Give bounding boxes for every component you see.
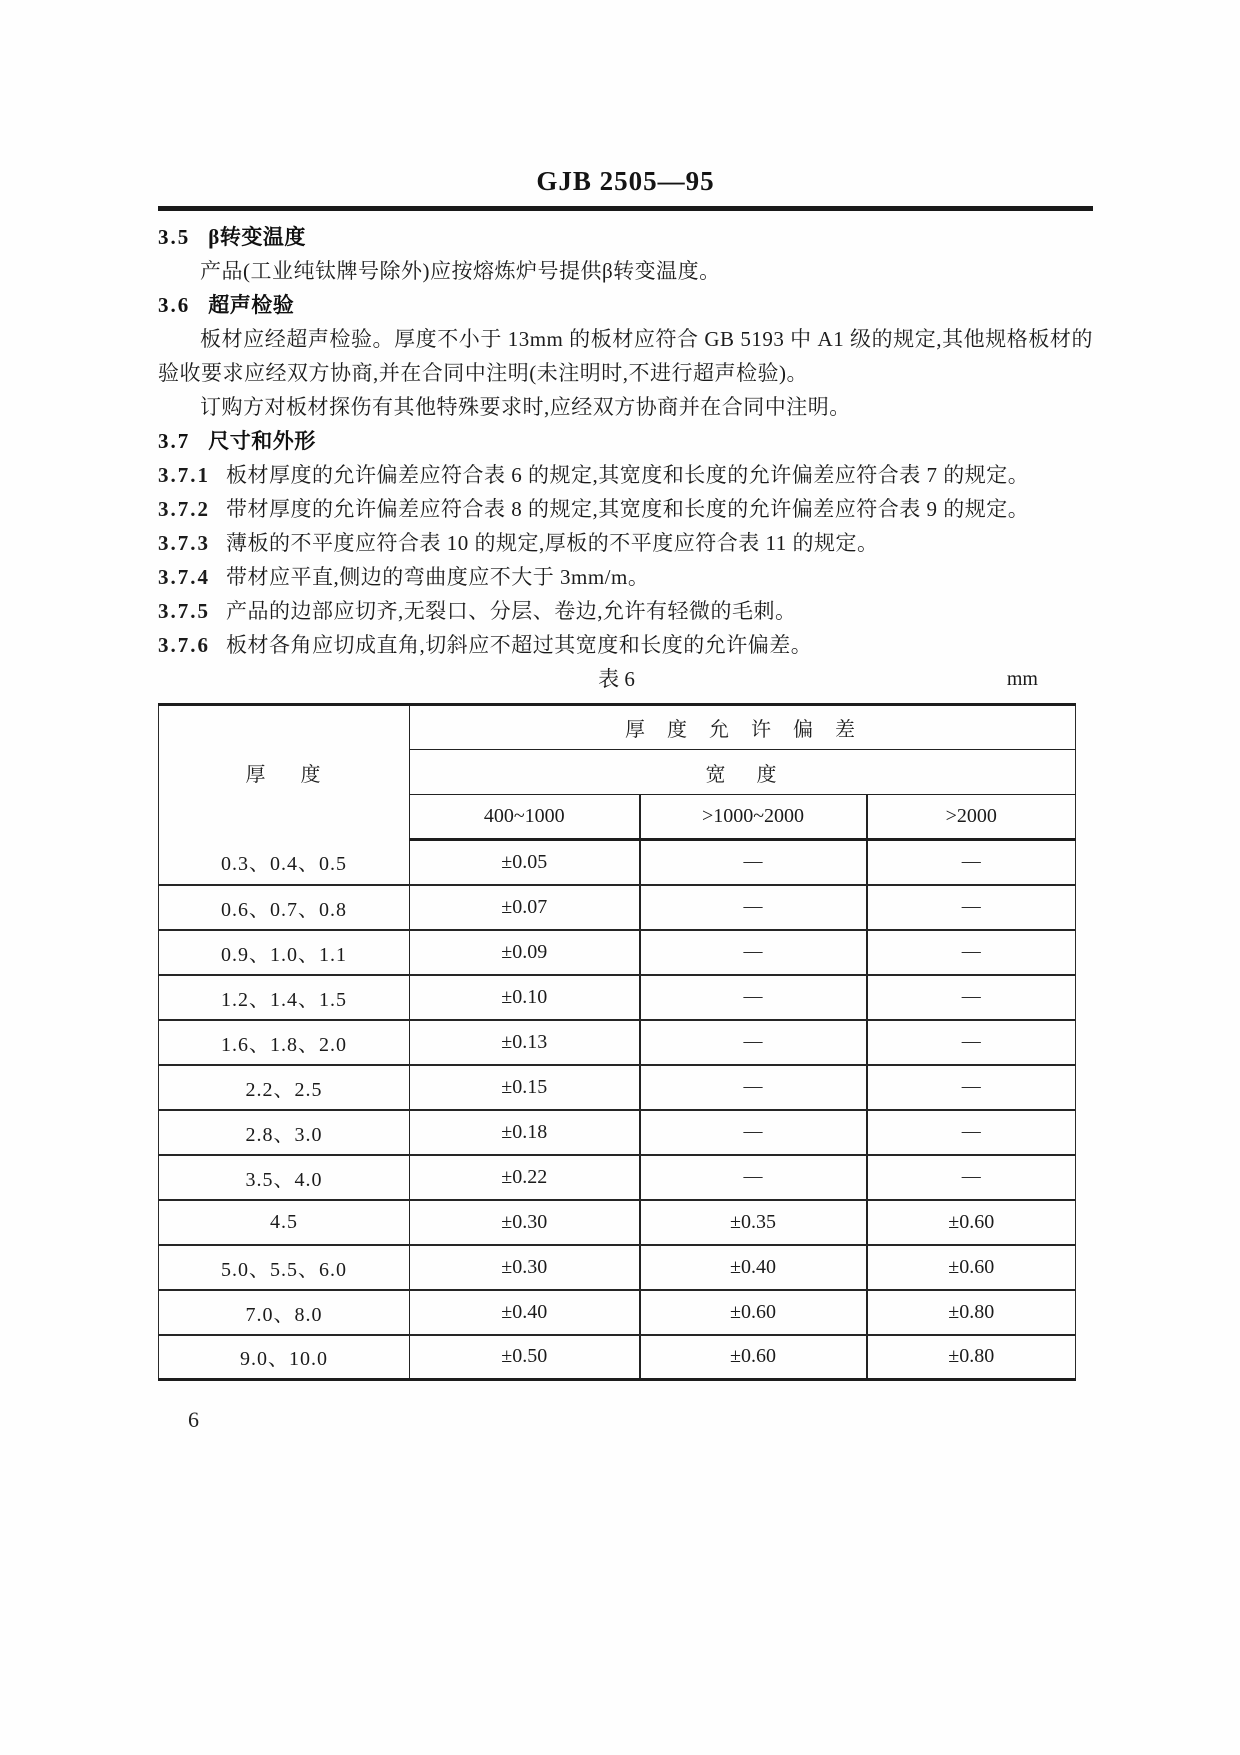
clause-3-7-4	[158, 560, 1093, 594]
clause-number: 3.7.4	[158, 565, 210, 589]
tolerance-cell: —	[640, 885, 867, 930]
clause-3-7-2	[158, 492, 1093, 526]
tolerance-cell: ±0.07	[410, 885, 640, 930]
tolerance-cell: ±0.22	[410, 1155, 640, 1200]
table-row	[159, 1335, 1076, 1380]
section-3-6-paragraph-1: 板材应经超声检验。厚度不小于 13mm 的板材应符合 GB 5193 中 A1 级的规定,其他规格板材的验收要求应经双方协商,并在合同中注明(未注明时,不进行超声检验)。	[158, 327, 1093, 385]
tolerance-cell: ±0.15	[410, 1065, 640, 1110]
tolerance-cell: —	[640, 840, 867, 885]
tolerance-cell: —	[867, 885, 1076, 930]
section-number: 3.6	[158, 293, 191, 317]
page-number: 6	[188, 1407, 199, 1432]
body-text-block	[158, 220, 1093, 662]
section-3-6-heading	[158, 288, 1093, 322]
tolerance-cell: ±0.30	[410, 1245, 640, 1290]
thickness-cell: 0.6、0.7、0.8	[159, 885, 410, 930]
tolerance-cell: ±0.05	[410, 840, 640, 885]
table-row	[159, 1110, 1076, 1155]
table-caption: 表 6	[598, 667, 635, 691]
section-title: 尺寸和外形	[208, 429, 316, 453]
clause-number: 3.7.6	[158, 633, 210, 657]
tolerance-cell: —	[867, 1155, 1076, 1200]
page-content	[158, 0, 1093, 1433]
thickness-cell: 0.9、1.0、1.1	[159, 930, 410, 975]
section-number: 3.7	[158, 429, 191, 453]
clause-3-7-6	[158, 628, 1093, 662]
tolerance-cell: —	[640, 930, 867, 975]
section-title: β转变温度	[208, 225, 306, 249]
tolerance-cell: ±0.80	[867, 1335, 1076, 1380]
tolerance-cell: —	[867, 840, 1076, 885]
width-range-header: 400~1000	[410, 795, 640, 840]
table-row	[159, 975, 1076, 1020]
tolerance-cell: ±0.18	[410, 1110, 640, 1155]
tolerance-cell: ±0.10	[410, 975, 640, 1020]
clause-number: 3.7.5	[158, 599, 210, 623]
clause-text: 带材厚度的允许偏差应符合表 8 的规定,其宽度和长度的允许偏差应符合表 9 的规定。	[226, 497, 1030, 521]
standard-number-title: GJB 2505—95	[536, 166, 715, 196]
tolerance-cell: —	[640, 975, 867, 1020]
section-3-5-heading	[158, 220, 1093, 254]
tolerance-cell: ±0.60	[867, 1245, 1076, 1290]
tolerance-cell: —	[640, 1155, 867, 1200]
tolerance-cell: —	[867, 1020, 1076, 1065]
tolerance-cell: ±0.80	[867, 1290, 1076, 1335]
thickness-cell: 1.2、1.4、1.5	[159, 975, 410, 1020]
clause-text: 带材应平直,侧边的弯曲度应不大于 3mm/m。	[226, 565, 650, 589]
thickness-cell: 9.0、10.0	[159, 1335, 410, 1380]
tolerance-cell: ±0.60	[867, 1200, 1076, 1245]
clause-number: 3.7.2	[158, 497, 210, 521]
section-3-7-heading	[158, 424, 1093, 458]
thickness-cell: 0.3、0.4、0.5	[159, 840, 410, 885]
thickness-cell: 4.5	[159, 1200, 410, 1245]
tolerance-cell: ±0.13	[410, 1020, 640, 1065]
clause-text: 板材各角应切成直角,切斜应不超过其宽度和长度的允许偏差。	[226, 633, 813, 657]
table-row	[159, 930, 1076, 975]
tolerance-cell: ±0.40	[640, 1245, 867, 1290]
section-3-6-paragraph-2: 订购方对板材探伤有其他特殊要求时,应经双方协商并在合同中注明。	[200, 395, 851, 419]
thickness-cell: 7.0、8.0	[159, 1290, 410, 1335]
section-number: 3.5	[158, 225, 191, 249]
tolerance-span-header: 厚 度 允 许 偏 差	[410, 705, 1076, 750]
width-range-header: >1000~2000	[640, 795, 867, 840]
thickness-column-header: 厚 度	[159, 705, 410, 840]
width-range-header: >2000	[867, 795, 1076, 840]
section-title: 超声检验	[208, 293, 295, 317]
tolerance-cell: —	[640, 1020, 867, 1065]
header-rule	[158, 206, 1093, 211]
clause-text: 产品的边部应切齐,无裂口、分层、卷边,允许有轻微的毛刺。	[226, 599, 797, 623]
tolerance-cell: ±0.60	[640, 1290, 867, 1335]
thickness-cell: 3.5、4.0	[159, 1155, 410, 1200]
table-row	[159, 1245, 1076, 1290]
tolerance-cell: —	[867, 1110, 1076, 1155]
table-row	[159, 1200, 1076, 1245]
tolerance-cell: ±0.60	[640, 1335, 867, 1380]
tolerance-cell: ±0.50	[501, 1345, 548, 1368]
table-row	[159, 1065, 1076, 1110]
table-6	[158, 703, 1076, 1381]
clause-number: 3.7.3	[158, 531, 210, 555]
thickness-cell: 2.2、2.5	[159, 1065, 410, 1110]
thickness-cell: 5.0、5.5、6.0	[159, 1245, 410, 1290]
clause-number: 3.7.1	[158, 463, 210, 487]
tolerance-cell: —	[867, 930, 1076, 975]
table-row	[159, 1290, 1076, 1335]
table-row	[159, 1020, 1076, 1065]
tolerance-cell: ±0.09	[410, 930, 640, 975]
clause-3-7-3	[158, 526, 1093, 560]
table-row	[159, 885, 1076, 930]
table-row	[159, 1155, 1076, 1200]
clause-3-7-5	[158, 594, 1093, 628]
thickness-cell: 2.8、3.0	[159, 1110, 410, 1155]
tolerance-cell: —	[867, 1065, 1076, 1110]
tolerance-cell: ±0.40	[410, 1290, 640, 1335]
tolerance-cell: ±0.35	[640, 1200, 867, 1245]
tolerance-cell: —	[867, 975, 1076, 1020]
clause-text: 板材厚度的允许偏差应符合表 6 的规定,其宽度和长度的允许偏差应符合表 7 的规定。	[226, 463, 1030, 487]
clause-3-7-1	[158, 458, 1093, 492]
table-caption-row	[158, 662, 1093, 696]
unit-label: mm	[1006, 668, 1038, 690]
tolerance-cell: —	[640, 1110, 867, 1155]
tolerance-cell: ±0.30	[410, 1200, 640, 1245]
table-row	[159, 840, 1076, 885]
width-span-header: 宽 度	[410, 750, 1076, 795]
clause-text: 薄板的不平度应符合表 10 的规定,厚板的不平度应符合表 11 的规定。	[226, 531, 879, 555]
thickness-cell: 1.6、1.8、2.0	[159, 1020, 410, 1065]
section-3-5-paragraph: 产品(工业纯钛牌号除外)应按熔炼炉号提供β转变温度。	[200, 259, 721, 283]
tolerance-cell: —	[640, 1065, 867, 1110]
